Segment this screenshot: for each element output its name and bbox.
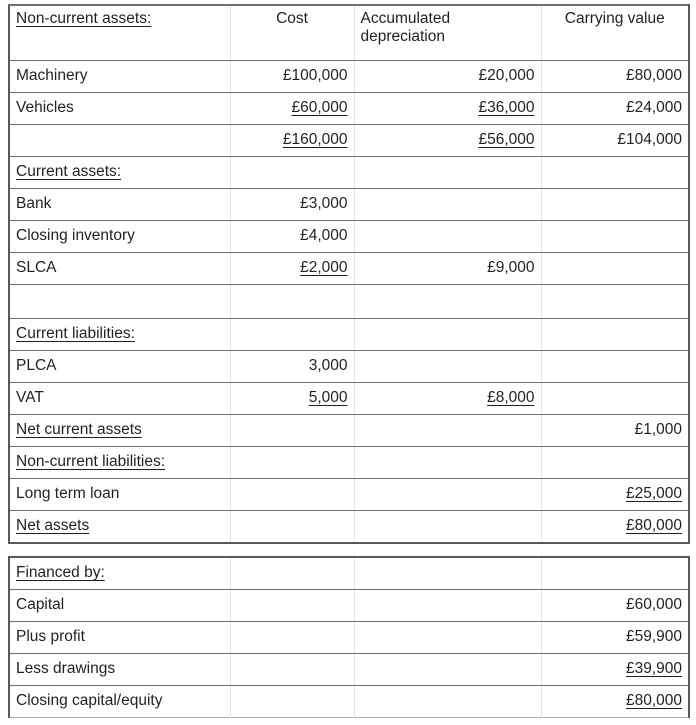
header-current-assets: Current assets:	[9, 157, 230, 189]
section-header-row	[9, 157, 689, 189]
table-row	[9, 253, 689, 285]
empty-cell	[541, 285, 689, 319]
section-header-row	[9, 447, 689, 479]
table-row-total	[9, 125, 689, 157]
row-label-closing-inventory: Closing inventory	[9, 221, 230, 253]
cell-slca-amount: £2,000	[230, 253, 354, 285]
cell-bank-amount: £3,000	[230, 189, 354, 221]
cell-capital-amount: £60,000	[541, 590, 689, 622]
row-label-closing-capital: Closing capital/equity	[9, 686, 230, 718]
empty-cell	[541, 253, 689, 285]
row-label-net-current-assets: Net current assets	[9, 415, 230, 447]
empty-cell	[354, 622, 541, 654]
empty-cell	[230, 557, 354, 590]
row-label-slca: SLCA	[9, 253, 230, 285]
cell-long-term-loan-amount: £25,000	[541, 479, 689, 511]
cell-closing-capital-amount: £80,000	[541, 686, 689, 718]
table-row	[9, 351, 689, 383]
empty-cell	[9, 285, 230, 319]
empty-cell	[354, 157, 541, 189]
section-header-row	[9, 557, 689, 590]
table-header-row	[9, 5, 689, 61]
header-financed-by: Financed by:	[9, 557, 230, 590]
row-label-plus-profit: Plus profit	[9, 622, 230, 654]
empty-cell	[541, 447, 689, 479]
cell-machinery-cost: £100,000	[230, 61, 354, 93]
cell-vehicles-cost: £60,000	[230, 93, 354, 125]
empty-cell	[354, 189, 541, 221]
empty-cell	[354, 557, 541, 590]
row-label-machinery: Machinery	[9, 61, 230, 93]
row-label-plca: PLCA	[9, 351, 230, 383]
row-label-vehicles: Vehicles	[9, 93, 230, 125]
column-header-accumulated-depreciation: Accumulated depreciation	[354, 5, 541, 61]
row-label-net-assets: Net assets	[9, 511, 230, 544]
row-label-capital: Capital	[9, 590, 230, 622]
row-label-bank: Bank	[9, 189, 230, 221]
empty-cell	[354, 221, 541, 253]
empty-cell	[230, 511, 354, 544]
empty-cell	[230, 590, 354, 622]
empty-cell	[541, 157, 689, 189]
header-non-current-assets: Non-current assets:	[9, 5, 230, 61]
cell-plca-amount: 3,000	[230, 351, 354, 383]
empty-cell	[354, 319, 541, 351]
empty-cell	[230, 285, 354, 319]
cell-vehicles-carrying-value: £24,000	[541, 93, 689, 125]
table-row	[9, 61, 689, 93]
cell-plus-profit-amount: £59,900	[541, 622, 689, 654]
section-gap	[8, 544, 688, 556]
column-header-cost: Cost	[230, 5, 354, 61]
section-header-row	[9, 319, 689, 351]
empty-cell	[354, 511, 541, 544]
cell-vehicles-accumulated-depreciation: £36,000	[354, 93, 541, 125]
empty-cell	[230, 157, 354, 189]
table-row	[9, 189, 689, 221]
empty-cell	[230, 622, 354, 654]
empty-cell	[354, 351, 541, 383]
header-non-current-liabilities: Non-current liabilities:	[9, 447, 230, 479]
cell-machinery-accumulated-depreciation: £20,000	[354, 61, 541, 93]
empty-cell	[230, 654, 354, 686]
cell-total-accumulated-depreciation: £56,000	[354, 125, 541, 157]
empty-cell	[230, 479, 354, 511]
table-row	[9, 221, 689, 253]
table-row	[9, 383, 689, 415]
row-label-less-drawings: Less drawings	[9, 654, 230, 686]
empty-cell	[541, 221, 689, 253]
row-label-long-term-loan: Long term loan	[9, 479, 230, 511]
cell-net-assets-amount: £80,000	[541, 511, 689, 544]
empty-cell	[541, 319, 689, 351]
cell-closing-inventory-amount: £4,000	[230, 221, 354, 253]
cell-current-liabilities-subtotal: £8,000	[354, 383, 541, 415]
table-row-total	[9, 415, 689, 447]
cell-machinery-carrying-value: £80,000	[541, 61, 689, 93]
cell-less-drawings-amount: £39,900	[541, 654, 689, 686]
empty-cell	[354, 285, 541, 319]
column-header-carrying-value: Carrying value	[541, 5, 689, 61]
table-row	[9, 479, 689, 511]
spacer-row	[9, 285, 689, 319]
table-row	[9, 622, 689, 654]
empty-cell	[230, 686, 354, 718]
table-row-total	[9, 686, 689, 718]
balance-sheet-main-table	[8, 4, 690, 544]
empty-cell	[354, 415, 541, 447]
cell-total-cost: £160,000	[230, 125, 354, 157]
header-current-liabilities: Current liabilities:	[9, 319, 230, 351]
financed-by-table	[8, 556, 690, 718]
table-row	[9, 93, 689, 125]
empty-cell	[230, 415, 354, 447]
cell-total-carrying-value: £104,000	[541, 125, 689, 157]
row-label-non-current-assets-total	[9, 125, 230, 157]
row-label-vat: VAT	[9, 383, 230, 415]
empty-cell	[230, 447, 354, 479]
table-row	[9, 654, 689, 686]
empty-cell	[541, 383, 689, 415]
table-row-total	[9, 511, 689, 544]
empty-cell	[354, 447, 541, 479]
cell-net-current-assets-amount: £1,000	[541, 415, 689, 447]
empty-cell	[541, 189, 689, 221]
empty-cell	[541, 557, 689, 590]
empty-cell	[541, 351, 689, 383]
empty-cell	[354, 479, 541, 511]
cell-vat-amount: 5,000	[230, 383, 354, 415]
table-row	[9, 590, 689, 622]
empty-cell	[230, 319, 354, 351]
empty-cell	[354, 654, 541, 686]
cell-current-assets-subtotal: £9,000	[354, 253, 541, 285]
empty-cell	[354, 686, 541, 718]
empty-cell	[354, 590, 541, 622]
